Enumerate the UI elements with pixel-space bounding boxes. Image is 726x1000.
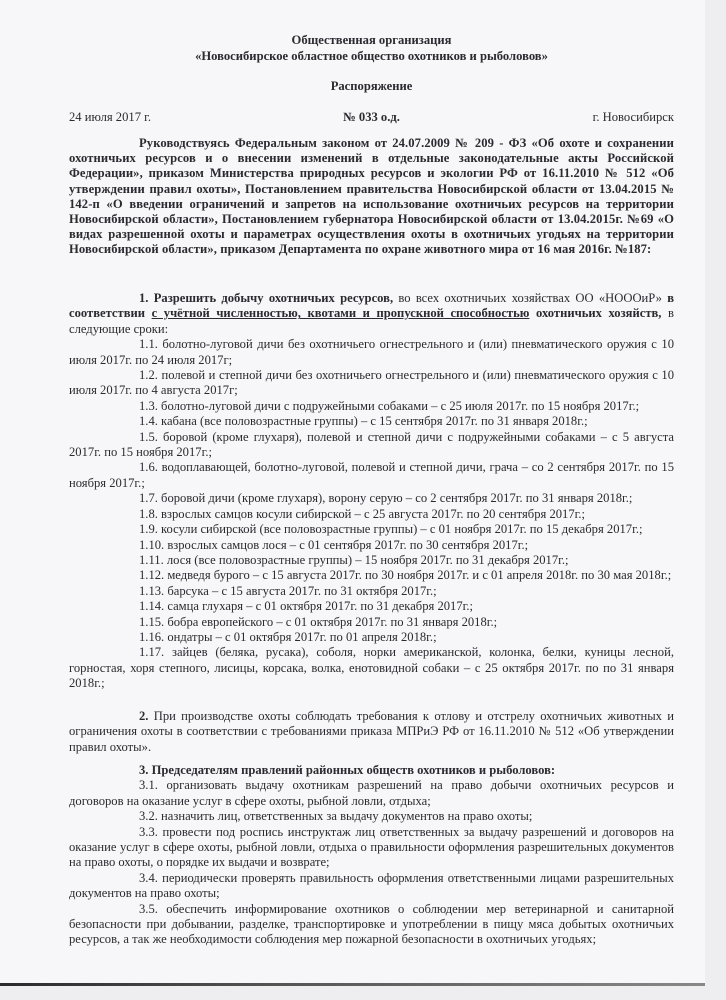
document-title: Распоряжение	[330, 79, 413, 93]
list-item: 1.7. боровой дичи (кроме глухаря), ворону серую – со 2 сентября 2017г. по 31 января 2018г.;	[139, 491, 633, 506]
section-3	[69, 763, 674, 948]
section-2-body: При производстве охоты соблюдать требования к отлову и отстрелу охотничьих животных и ограничения охоты в соответствии с требованиями приказа МПРиЭ РФ от 16.11.2010 № 512 «Об утверждении правил охоты».	[69, 709, 674, 754]
section-3-heading: 3. Председателям правлений районных обществ охотников и рыболовов:	[139, 763, 556, 777]
list-item: 1.6. водоплавающей, болотно-луговой, полевой и степной дичи, грача – со 2 сентября 2017г. по 15 ноября 2017г.;	[69, 460, 674, 490]
list-item: 1.17. зайцев (беляка, русака), соболя, норки американской, колонка, белки, куницы лесной, горностая, хоря степного, лисицы, корсака, волка, енотовидной собаки – с 25 октября 2017г. по по 31 января 2018г.;	[69, 645, 674, 691]
document-number: № 033 о.д.	[343, 110, 400, 124]
list-item: 1.15. бобра европейского – с 01 октября 2017г. по 31 января 2018г.;	[139, 614, 498, 629]
list-item: 1.3. болотно-луговой дичи с подружейными собаками – с 25 июля 2017г. по 15 ноября 2017г.;	[139, 398, 640, 413]
list-item: 1.9. косули сибирской (все половозрастные группы) – с 01 ноября 2017г. по 15 декабря 2017г.;	[139, 522, 643, 537]
section-1	[69, 291, 674, 692]
list-item: 1.12. медведя бурого – с 15 августа 2017г. по 30 ноября 2017г. и с 01 апреля 2018г. по 30 мая 2018г.;	[139, 568, 672, 583]
organization-type: Общественная организация	[291, 33, 452, 47]
list-item: 1.10. взрослых самцов лося – с 01 сентября 2017г. по 30 сентября 2017г.;	[139, 537, 529, 552]
document-date: 24 июля 2017 г.	[69, 110, 152, 124]
section-1-lead-bold2: в соответствии	[69, 291, 675, 321]
page-edge-shadow	[0, 983, 705, 986]
document-city: г. Новосибирск	[592, 110, 674, 124]
document-dateline	[69, 110, 674, 126]
section-2	[69, 709, 674, 755]
list-item: 3.5. обеспечить информирование охотников о соблюдении мер ветеринарной и санитарной безопасности при добывании, разделке, транспортировке и употреблении в пищу мяса добытых охотничьих ресурсов, а так же необходимости соблюдения мер пожарной безопасности в охотничьих угодьях;	[69, 901, 674, 947]
list-item: 1.2. полевой и степной дичи без охотничьего огнестрельного и (или) пневматического оружия с 10 июля 2017г. по 4 августа 2017г;	[69, 368, 674, 398]
list-item: 1.11. лося (все половозрастные группы) – 15 ноября 2017г. по 31 декабря 2017г.;	[139, 552, 569, 567]
list-item: 1.8. взрослых самцов косули сибирской – с 25 августа 2017г. по 20 сентября 2017г.;	[139, 506, 586, 521]
section-1-lead-tail: в следующие сроки:	[69, 306, 674, 336]
list-item: 1.5. боровой (кроме глухаря), полевой и степной дичи с подружейными собаками – с 5 августа 2017г. по 15 ноября 2017г.;	[69, 429, 674, 460]
section-1-lead-bold: 1. Разрешить добычу охотничьих ресурсов,	[139, 291, 394, 305]
list-item: 3.2. назначить лиц, ответственных за выдачу документов на право охоты;	[139, 809, 533, 824]
organization-name: «Новосибирское областное общество охотников и рыболовов»	[195, 49, 548, 63]
list-item: 3.1. организовать выдачу охотникам разрешений на право добычи охотничьих ресурсов и договоров на оказание услуг в сфере охоты, рыбной ловли, отдыха;	[69, 778, 674, 808]
section-1-lead-bold3: охотничьих хозяйств,	[529, 306, 662, 321]
section-1-lead	[69, 291, 674, 337]
section-1-lead-normal: во всех охотничьих хозяйствах ОО «НОООиР»	[393, 291, 662, 305]
list-item: 3.3. провести под роспись инструктаж лиц ответственных за выдачу разрешений и договоров на оказание услуг в сфере охоты, рыбной ловли, отдыха о правильности оформления разрешительных документов на право охоты, о порядке их выдачи и возврате;	[69, 824, 674, 870]
preamble: Руководствуясь Федеральным законом от 24.07.2009 № 209 - ФЗ «Об охоте и сохранении охотничьих ресурсов и о внесении изменений в отдельные законодательные акты Российской Федерации», приказом Министерства природных ресурсов и экологии РФ от 16.11.2010 № 512 «Об утверждении правил охоты», Постановлением правительства Новосибирской области от 13.04.2015 № 142-п «О введении ограничений и запретов на использование охотничьих ресурсов на территории Новосибирской области», Постановлением губернатора Новосибирской области от 13.04.2015г. №69 «О видах разрешенной охоты и параметрах осуществления охоты в охотничьих угодьях на территории Новосибирской области», приказом Департамента по охране животного мира от 16 мая 2016г. №187:	[69, 136, 674, 257]
list-item: 1.14. самца глухаря – с 01 октября 2017г. по 31 декабря 2017г.;	[139, 599, 474, 614]
list-item: 3.4. периодически проверять правильность оформления ответственными лицами разрешительных документов на право охоты;	[69, 870, 674, 901]
list-item: 1.1. болотно-луговой дичи без охотничьего огнестрельного и (или) пневматического оружия с 10 июля 2017г. по 24 июля 2017г;	[69, 337, 674, 367]
section-2-text	[69, 709, 674, 755]
section-1-lead-underlined: с учётной численностью, квотами и пропускной способностью	[151, 306, 530, 321]
list-item: 1.4. кабана (все половозрастные группы) – с 15 сентября 2017г. по 31 января 2018г.;	[139, 414, 588, 429]
section-2-number: 2.	[139, 709, 149, 723]
list-item: 1.16. ондатры – с 01 октября 2017г. по 01 апреля 2018г.;	[139, 629, 437, 644]
list-item: 1.13. барсука – с 15 августа 2017г. по 31 октября 2017г.;	[139, 583, 437, 598]
